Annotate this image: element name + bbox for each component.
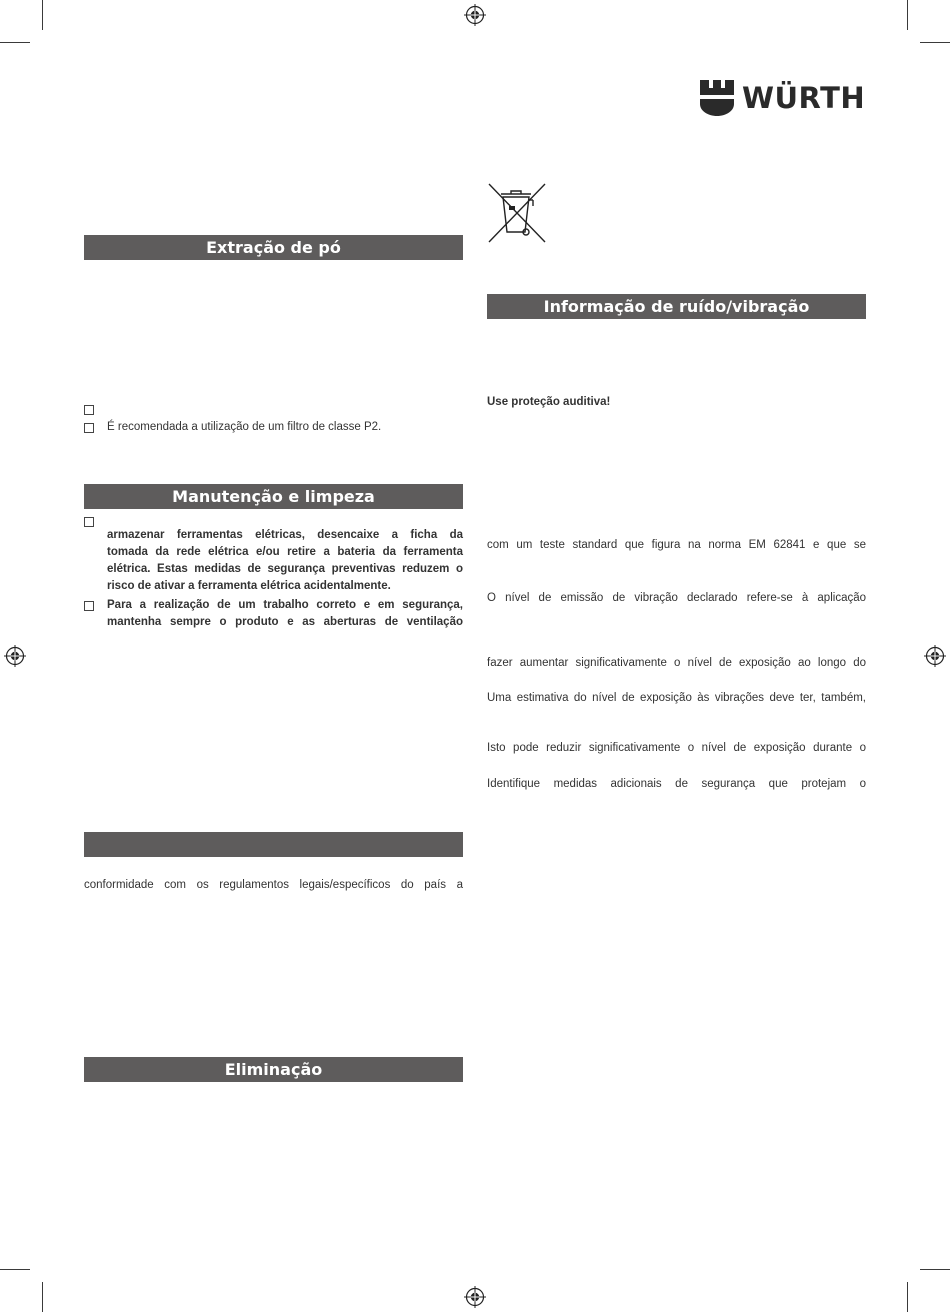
registration-mark-icon — [464, 4, 486, 26]
ventilation-line: Para a realização de um trabalho correto e em segurança, — [107, 599, 463, 611]
disposal-heading: Eliminação — [84, 1057, 463, 1082]
conformity-text-line: conformidade com os regulamentos legais/específicos do país a — [84, 879, 463, 891]
dust-extraction-heading: Extração de pó — [84, 235, 463, 260]
vibration-text-line: Uma estimativa do nível de exposição às vibrações deve ter, também, — [487, 692, 866, 704]
crop-mark-bottom-left-h — [0, 1269, 30, 1270]
ventilation-line: mantenha sempre o produto e as aberturas de ventilação — [107, 616, 463, 628]
crop-mark-bottom-left-v — [42, 1282, 43, 1312]
brand-logo-text: WÜRTH — [742, 80, 866, 115]
maintenance-warning-line: armazenar ferramentas elétricas, desencaixe a ficha da — [107, 529, 463, 541]
crop-mark-top-left-h — [0, 42, 30, 43]
registration-mark-icon — [924, 645, 946, 667]
checkbox-icon — [84, 601, 94, 611]
vibration-text-line: Identifique medidas adicionais de segurança que protejam o — [487, 778, 866, 790]
maintenance-cleaning-heading: Manutenção e limpeza — [84, 484, 463, 509]
maintenance-warning-line: elétrica. Estas medidas de segurança preventivas reduzem o — [107, 563, 463, 575]
crop-mark-top-right-v — [907, 0, 908, 30]
crossed-out-wheelie-bin-icon — [487, 182, 547, 244]
vibration-text-line: fazer aumentar significativamente o nível de exposição ao longo do — [487, 657, 866, 669]
vibration-text-line: com um teste standard que figura na norma EM 62841 e que se — [487, 539, 866, 551]
noise-vibration-heading: Informação de ruído/vibração — [487, 294, 866, 319]
filter-recommendation-text: É recomendada a utilização de um filtro de classe P2. — [107, 421, 382, 433]
crop-mark-bottom-right-h — [920, 1269, 950, 1270]
maintenance-warning-line: tomada da rede elétrica e/ou retire a bateria da ferramenta — [107, 546, 463, 558]
crop-mark-top-right-h — [920, 42, 950, 43]
crop-mark-bottom-right-v — [907, 1282, 908, 1312]
hearing-protection-warning: Use proteção auditiva! — [487, 396, 611, 408]
checkbox-icon — [84, 405, 94, 415]
vibration-text-line: Isto pode reduzir significativamente o nível de exposição durante o — [487, 742, 866, 754]
crop-mark-top-left-v — [42, 0, 43, 30]
maintenance-warning-line: risco de ativar a ferramenta elétrica acidentalmente. — [107, 580, 391, 592]
wurth-emblem-icon — [700, 80, 734, 116]
vibration-text-line: O nível de emissão de vibração declarado refere-se à aplicação — [487, 592, 866, 604]
brand-logo — [700, 80, 868, 116]
registration-mark-icon — [464, 1286, 486, 1308]
registration-mark-icon — [4, 645, 26, 667]
checkbox-icon — [84, 423, 94, 433]
blank-section-heading — [84, 832, 463, 857]
checkbox-icon — [84, 517, 94, 527]
